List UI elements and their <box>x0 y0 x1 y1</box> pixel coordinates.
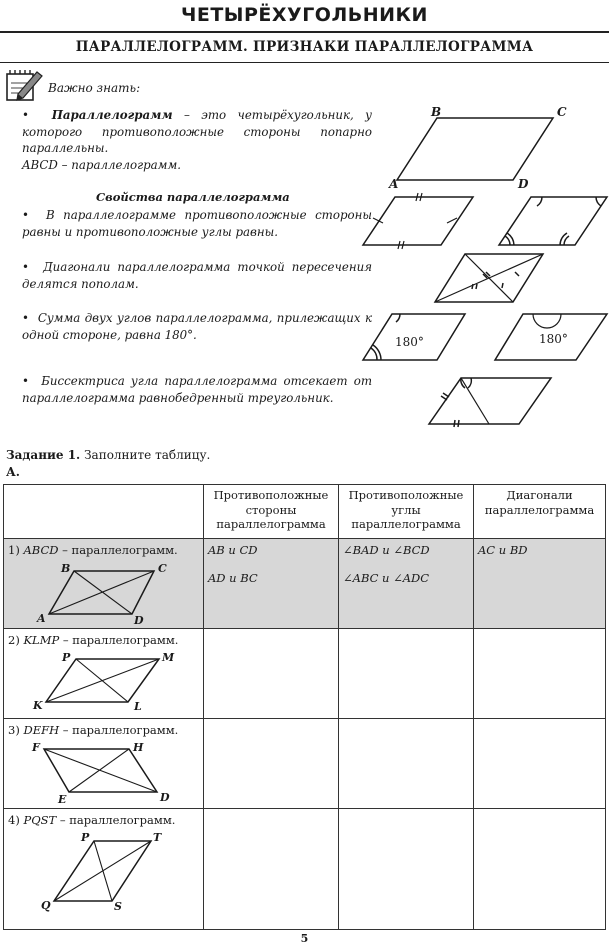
task-heading <box>6 448 210 462</box>
row-4-vertex-1: P <box>81 831 90 844</box>
important-label: Важно знать: <box>48 81 141 95</box>
row-3-vertex-3: E <box>58 793 67 806</box>
subtitle-rule <box>0 62 609 63</box>
row-4-angles-cell[interactable] <box>339 809 474 930</box>
parallelogram-figures <box>355 100 609 440</box>
figure-abcd-parallelogram <box>397 118 553 180</box>
vertex-label-a: A <box>389 177 399 191</box>
row-2-angles-cell[interactable] <box>339 629 474 719</box>
row-1-diagonals-cell[interactable] <box>474 539 606 629</box>
row-1-vertex-1: B <box>61 562 71 575</box>
row-3-label: 3) DEFH – параллелограмм. <box>8 723 179 737</box>
task-label: Задание 1. <box>6 448 81 462</box>
page-title: ЧЕТЫРЁХУГОЛЬНИКИ <box>181 4 428 26</box>
row-3-sides-cell[interactable] <box>204 719 339 809</box>
row-1-angles-cell[interactable] <box>339 539 474 629</box>
property-1-text: В параллелограмме противоположные стороны равны и противоположные углы равны. <box>22 208 372 239</box>
row-2-vertex-4: L <box>134 700 142 713</box>
property-3-text: Сумма двух углов параллелограмма, прилежащих к одной стороне, равна 180°. <box>22 311 372 342</box>
row-3-vertex-1: F <box>32 741 40 754</box>
row-4-vertex-3: Q <box>41 899 51 912</box>
definition-example: ABCD – параллелограмм. <box>22 158 181 172</box>
row-1-sides-cell[interactable] <box>204 539 339 629</box>
row-3-angles-cell[interactable] <box>339 719 474 809</box>
row-3-figure-cell <box>4 719 204 809</box>
table-row <box>4 629 606 719</box>
angle-sum-label-right: 180° <box>539 332 568 346</box>
definition-text: • Параллелограмм – это четырёхугольник, у которого противоположные стороны попарно параллельны. <box>22 108 372 155</box>
row-2-label: 2) KLMP – параллелограмм. <box>8 633 179 647</box>
row-1-vertex-2: C <box>158 562 167 575</box>
task-table <box>3 484 606 930</box>
angle-sum-label-left: 180° <box>395 335 424 349</box>
row-1-figure-cell <box>4 539 204 629</box>
row-1-sides-pair-2: AD и BC <box>208 571 258 585</box>
property-1: • В параллелограмме противоположные стороны равны и противоположные углы равны. <box>22 208 372 239</box>
page-number: 5 <box>300 932 309 945</box>
header-empty <box>4 485 204 539</box>
row-3-vertex-4: D <box>160 791 170 804</box>
notebook-pencil-icon <box>4 66 44 104</box>
definition-term: Параллелограмм <box>51 108 173 122</box>
header-diagonals: Диагонали параллелограмма <box>474 485 606 539</box>
section-subtitle: ПАРАЛЛЕЛОГРАММ. ПРИЗНАКИ ПАРАЛЛЕЛОГРАММА <box>75 39 534 55</box>
row-2-vertex-3: K <box>33 699 43 712</box>
vertex-label-c: C <box>557 105 567 119</box>
row-4-sides-cell[interactable] <box>204 809 339 930</box>
table-header-row <box>4 485 606 539</box>
row-4-vertex-4: S <box>114 900 122 913</box>
property-4-text: Биссектриса угла параллелограмма отсекает от параллелограмма равнобедренный треугольник. <box>22 374 373 405</box>
task-part: А. <box>6 465 20 479</box>
row-1-vertex-4: D <box>134 614 144 627</box>
figure-bisector <box>429 378 551 424</box>
row-1-parallelogram <box>4 539 204 628</box>
header-opposite-sides: Противоположные стороны параллелограмма <box>204 485 339 539</box>
definition-body: – это четырёхугольник, у которого противоположные стороны попарно параллельны. <box>22 108 372 155</box>
row-4-parallelogram <box>4 809 204 929</box>
vertex-label-b: B <box>431 105 442 119</box>
row-1-angles-pair-1: ∠BAD и ∠BCD <box>343 543 430 557</box>
row-3-parallelogram <box>4 719 204 808</box>
table-row <box>4 539 606 629</box>
row-1-label: 1) ABCD – параллелограмм. <box>8 543 178 557</box>
row-1-vertex-3: A <box>37 612 46 625</box>
vertex-label-d: D <box>518 177 529 191</box>
row-4-vertex-2: T <box>153 831 162 844</box>
property-2: • Диагонали параллелограмма точкой пересечения делятся пополам. <box>22 260 373 291</box>
row-3-diagonals-cell[interactable] <box>474 719 606 809</box>
row-1-angles-pair-2: ∠ABC и ∠ADC <box>343 571 430 585</box>
row-2-vertex-2: M <box>162 651 175 664</box>
row-2-figure-cell <box>4 629 204 719</box>
header-opposite-angles: Противоположные углы параллелограмма <box>339 485 474 539</box>
figure-equal-angles <box>499 197 607 245</box>
row-4-figure-cell <box>4 809 204 930</box>
property-4: • Биссектриса угла параллелограмма отсекает от параллелограмма равнобедренный треугольник. <box>22 374 373 405</box>
row-1-diagonals: AC и BD <box>478 543 528 557</box>
row-1-sides-pair-1: AB и CD <box>208 543 258 557</box>
row-2-parallelogram <box>4 629 204 718</box>
row-4-label: 4) PQST – параллелограмм. <box>8 813 176 827</box>
title-rule <box>0 31 609 33</box>
row-2-sides-cell[interactable] <box>204 629 339 719</box>
task-text: Заполните таблицу. <box>84 448 211 462</box>
table-row <box>4 719 606 809</box>
row-4-diagonals-cell[interactable] <box>474 809 606 930</box>
row-2-vertex-1: P <box>62 651 71 664</box>
property-3: • Сумма двух углов параллелограмма, прилежащих к одной стороне, равна 180°. <box>22 311 372 342</box>
row-3-vertex-2: H <box>133 741 144 754</box>
row-2-diagonals-cell[interactable] <box>474 629 606 719</box>
table-row <box>4 809 606 930</box>
properties-heading: Свойства параллелограмма <box>96 190 290 204</box>
property-2-text: Диагонали параллелограмма точкой пересечения делятся пополам. <box>22 260 373 291</box>
